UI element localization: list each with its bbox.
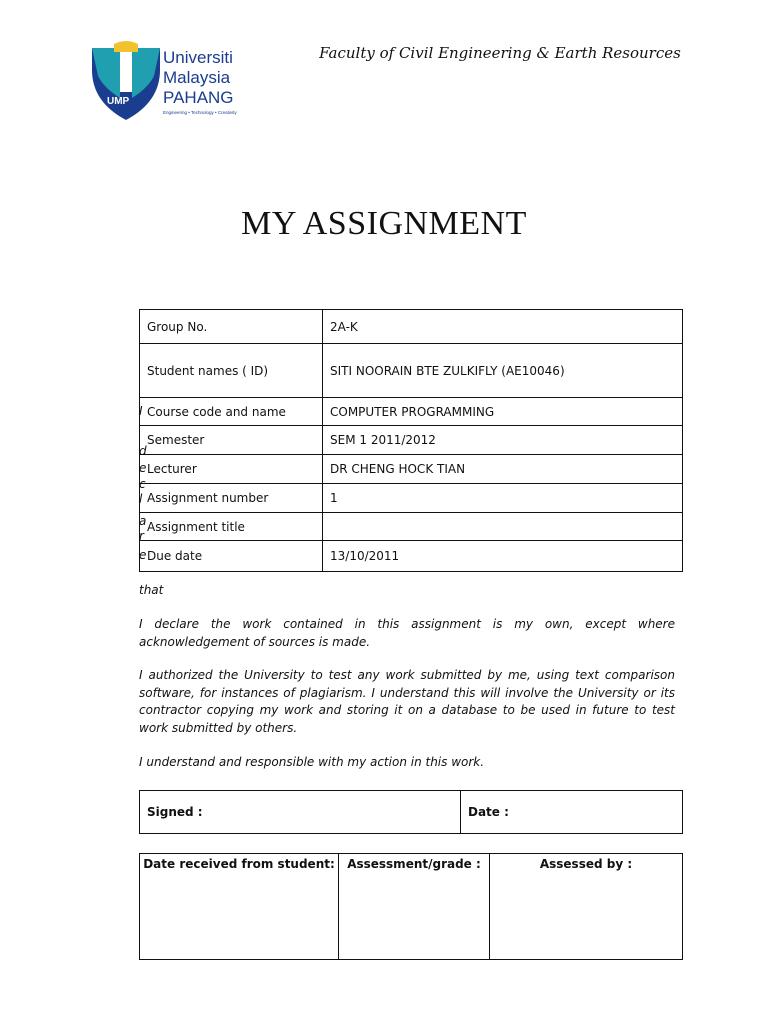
table-row: [140, 310, 683, 344]
info-value: 2A-K: [323, 310, 683, 344]
table-row: [140, 426, 683, 455]
table-row: [140, 541, 683, 572]
info-value: SEM 1 2011/2012: [323, 426, 683, 455]
ump-shield-icon: [90, 40, 162, 124]
info-label: Group No.: [140, 310, 323, 344]
stray-char: I: [139, 404, 143, 418]
info-value: DR CHENG HOCK TIAN: [323, 455, 683, 484]
info-label: Assignment title: [140, 513, 323, 541]
stray-char: r: [139, 529, 144, 543]
logo-tagline: Engineering • Technology • Creativity: [163, 110, 237, 115]
stray-char: e: [139, 461, 147, 475]
logo-line-2: Malaysia: [163, 68, 231, 87]
stray-char: a: [139, 514, 147, 528]
info-value: 1: [323, 484, 683, 513]
table-row: [140, 513, 683, 541]
info-label: Lecturer: [140, 455, 323, 484]
stray-char: c: [139, 477, 146, 491]
declaration-paragraph-1: I declare the work contained in this assignment is my own, except where acknowledgement of sources is made.: [139, 617, 675, 649]
table-row: [140, 484, 683, 513]
table-row: [140, 455, 683, 484]
info-label: Student names ( ID): [140, 344, 323, 398]
stray-char: e: [139, 548, 147, 562]
info-value: SITI NOORAIN BTE ZULKIFLY (AE10046): [323, 344, 683, 398]
assessment-grade-cell[interactable]: Assessment/grade :: [339, 854, 490, 960]
declaration-paragraph-3: I understand and responsible with my action in this work.: [139, 755, 485, 769]
assignment-info-table: [139, 309, 683, 572]
date-received-cell[interactable]: Date received from student:: [140, 854, 339, 960]
info-label: Semester: [140, 426, 323, 455]
signature-table: [139, 790, 683, 834]
info-value: 13/10/2011: [323, 541, 683, 572]
info-label: Assignment number: [140, 484, 323, 513]
info-label: Due date: [140, 541, 323, 572]
declaration-lead: that: [139, 583, 164, 597]
university-logo: [90, 40, 240, 124]
date-field[interactable]: Date :: [461, 791, 683, 834]
logo-line-3: PAHANG: [163, 88, 234, 107]
document-title: MY ASSIGNMENT: [241, 205, 527, 242]
stray-char: l: [139, 492, 143, 506]
info-value: [323, 513, 683, 541]
faculty-name: Faculty of Civil Engineering & Earth Resources: [319, 44, 681, 62]
signed-field[interactable]: Signed :: [140, 791, 461, 834]
assessment-table: [139, 853, 683, 960]
logo-badge: UMP: [107, 96, 130, 107]
table-row: [140, 398, 683, 426]
stray-char: d: [139, 444, 147, 458]
table-row: [140, 344, 683, 398]
assessed-by-cell[interactable]: Assessed by :: [490, 854, 683, 960]
logo-line-1: Universiti: [163, 48, 233, 67]
declaration-paragraph-2: I authorized the University to test any work submitted by me, using text comparison software, for instances of plagiarism. I understand this will involve the University or its contractor copying my work and storing it on a database to be used in future to test work submitted by others.: [139, 668, 675, 735]
info-label: Course code and name: [140, 398, 323, 426]
info-value: COMPUTER PROGRAMMING: [323, 398, 683, 426]
